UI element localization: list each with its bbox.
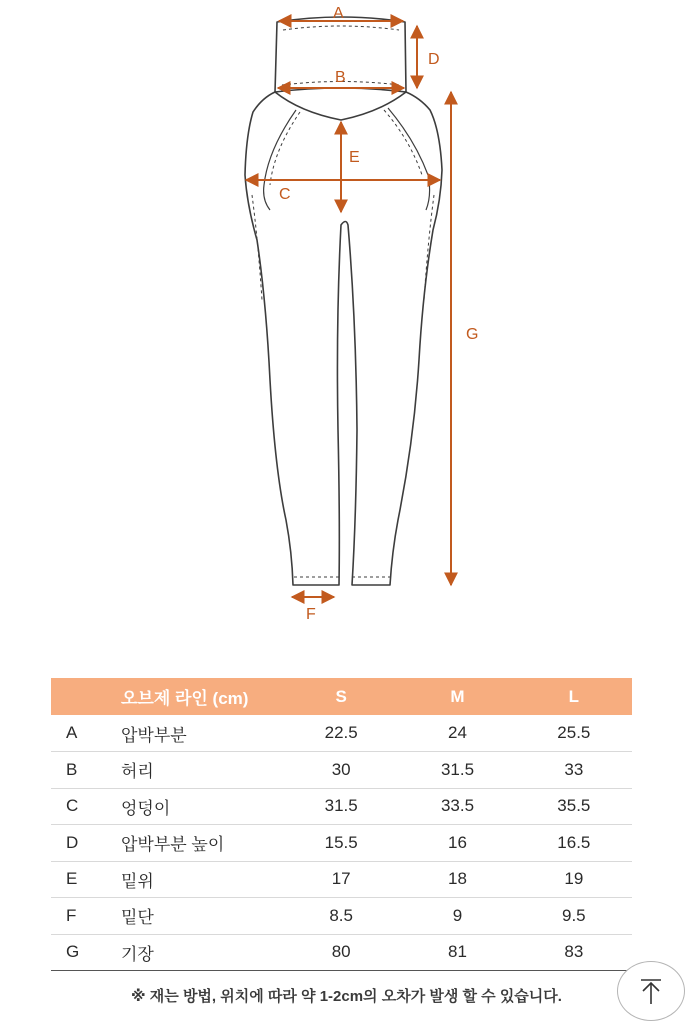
label-d: D xyxy=(428,51,440,68)
value-m: 16 xyxy=(448,832,467,852)
table-row xyxy=(51,788,632,825)
row-code: B xyxy=(66,759,78,779)
value-s: 8.5 xyxy=(329,905,353,925)
size-table xyxy=(51,678,632,971)
row-code: D xyxy=(66,832,79,852)
row-name: 밑단 xyxy=(121,908,154,928)
value-m: 18 xyxy=(448,869,467,889)
value-l: 16.5 xyxy=(557,832,591,852)
row-code: G xyxy=(66,942,80,962)
value-l: 83 xyxy=(564,942,584,962)
value-m: 24 xyxy=(448,723,467,742)
row-name: 기장 xyxy=(121,944,154,964)
row-name: 허리 xyxy=(121,762,154,782)
value-l: 33 xyxy=(564,759,584,779)
table-row xyxy=(51,861,632,898)
table-row xyxy=(51,752,632,789)
table-row xyxy=(51,825,632,862)
value-s: 17 xyxy=(331,869,351,889)
row-name: 압박부분 xyxy=(121,725,187,745)
measurement-note: ※ 재는 방법, 위치에 따라 약 1-2cm의 오차가 발생 할 수 있습니다. xyxy=(131,988,562,1005)
header-size-s: S xyxy=(335,686,347,706)
value-s: 80 xyxy=(331,942,351,962)
table-row xyxy=(51,934,632,971)
label-g: G xyxy=(466,326,479,343)
row-name: 압박부분 높이 xyxy=(121,835,225,855)
value-m: 33.5 xyxy=(440,796,475,816)
value-l: 9.5 xyxy=(562,905,586,925)
value-l: 35.5 xyxy=(557,796,591,816)
table-header-label: 오브제 라인 (cm) xyxy=(121,689,249,708)
value-m: 81 xyxy=(448,942,467,962)
arrow-up-to-top-icon xyxy=(636,976,666,1006)
scroll-to-top-button[interactable] xyxy=(617,961,685,1021)
label-e: E xyxy=(349,149,360,166)
value-l: 25.5 xyxy=(557,723,591,742)
label-b: B xyxy=(335,69,346,86)
label-f: F xyxy=(306,606,316,623)
value-s: 30 xyxy=(331,759,351,779)
row-code: E xyxy=(66,869,78,889)
label-a: A xyxy=(333,5,344,22)
table-row xyxy=(51,898,632,935)
value-s: 15.5 xyxy=(324,832,358,852)
header-size-l: L xyxy=(568,686,580,706)
row-name: 밑위 xyxy=(121,871,154,891)
value-s: 31.5 xyxy=(324,796,358,816)
table-header-row xyxy=(51,678,632,715)
row-name: 엉덩이 xyxy=(121,798,171,818)
label-c: C xyxy=(279,186,291,203)
row-code: C xyxy=(66,796,79,816)
waist-seam xyxy=(275,92,406,120)
value-m: 31.5 xyxy=(440,759,475,779)
header-size-m: M xyxy=(450,686,465,706)
value-m: 9 xyxy=(452,905,463,925)
row-code: A xyxy=(66,723,78,742)
row-code: F xyxy=(66,905,77,925)
value-l: 19 xyxy=(564,869,584,889)
leggings-outline xyxy=(245,92,442,585)
table-row xyxy=(51,715,632,752)
value-s: 22.5 xyxy=(324,723,358,742)
